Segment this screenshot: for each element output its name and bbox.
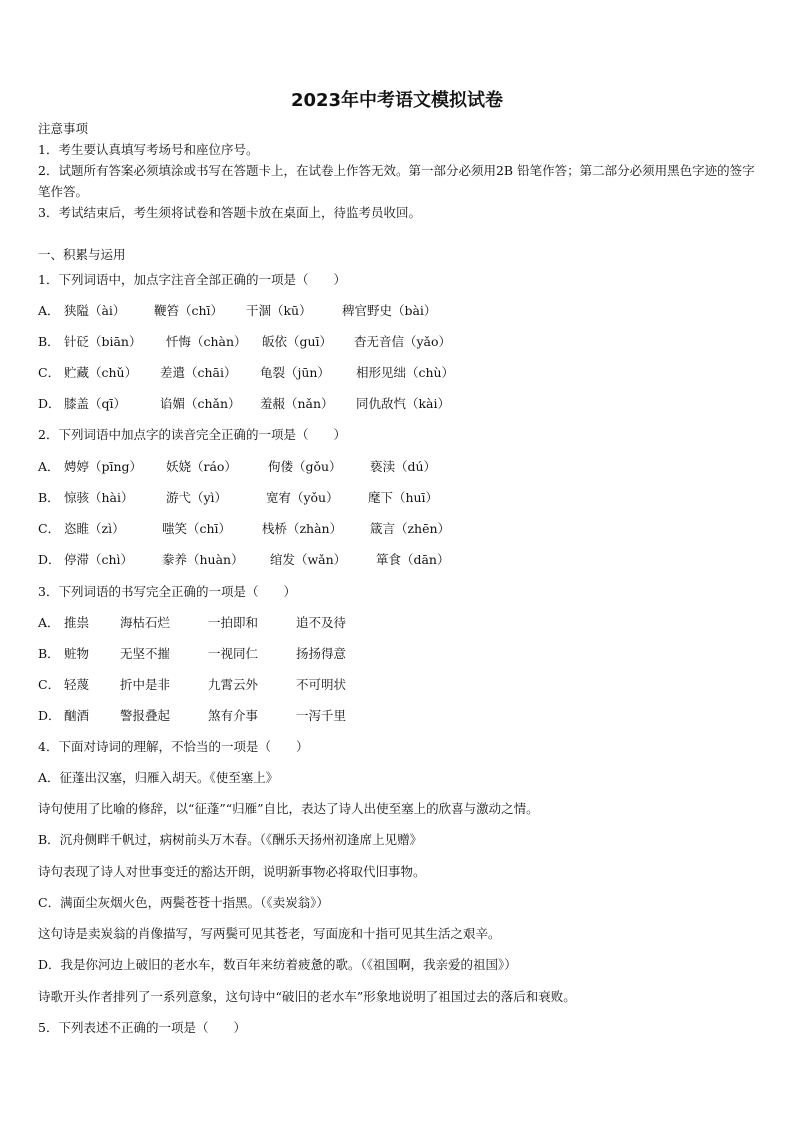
notice-item: 1．考生要认真填写考场号和座位序号。 bbox=[38, 142, 259, 157]
notice-item: 2．试题所有答案必须填涂或书写在答题卡上，在试卷上作答无效。第一部分必须用2B 铅笔作答；第二部分必须用黑色字迹的签字笔作答。 bbox=[38, 163, 755, 199]
option-item: 扬扬得意 bbox=[295, 646, 346, 661]
option-item: 游弋（yì） bbox=[165, 490, 228, 505]
option-item: 警报叠起 bbox=[119, 708, 170, 723]
option-item: 忏悔（chàn） bbox=[165, 334, 247, 349]
option-item: 栈桥（zhàn） bbox=[261, 521, 343, 536]
option-item: 亵渎（dú） bbox=[369, 459, 436, 474]
option-row bbox=[38, 365, 454, 381]
option-item: 推祟 bbox=[63, 615, 89, 630]
option-letter: A． bbox=[38, 303, 60, 318]
option-letter: A． bbox=[38, 615, 60, 630]
question-stem: 5．下列表述不正确的一项是（ ） bbox=[38, 1020, 246, 1035]
option-item: 海枯石烂 bbox=[119, 615, 170, 630]
option-item: 龟裂（jūn） bbox=[259, 365, 330, 380]
option-item: 杳无音信（yǎo） bbox=[353, 334, 451, 349]
option-item: 不可明状 bbox=[295, 677, 346, 692]
page-title: 2023年中考语文模拟试卷 bbox=[290, 90, 504, 111]
option-item: 一泻千里 bbox=[295, 708, 346, 723]
option-row bbox=[38, 303, 436, 319]
option-row bbox=[38, 677, 346, 693]
option-row bbox=[38, 334, 451, 350]
option-item: 针砭（biān） bbox=[63, 334, 142, 349]
option-item: 娉婷（pīng） bbox=[63, 459, 143, 474]
option-row bbox=[38, 615, 346, 631]
option-item: 稗官野史（bài） bbox=[341, 303, 437, 318]
option-letter: A． bbox=[38, 459, 60, 474]
option-item: 同仇敌忾（kài） bbox=[355, 396, 450, 411]
option-letter: D． bbox=[38, 708, 61, 723]
question-stem: 4．下面对诗词的理解，不恰当的一项是（ ） bbox=[38, 739, 309, 754]
option-item: 惊骇（hài） bbox=[63, 490, 134, 505]
explanation-text: 诗句表现了诗人对世事变迁的豁达开朗，说明新事物必将取代旧事物。 bbox=[38, 864, 426, 879]
option-item: 轻蔑 bbox=[63, 677, 89, 692]
option-item: 一视同仁 bbox=[207, 646, 258, 661]
option-item: 追不及待 bbox=[295, 615, 346, 630]
option-item: 折中是非 bbox=[119, 677, 170, 692]
option-letter: C． bbox=[38, 365, 61, 380]
option-row bbox=[38, 708, 346, 724]
option-letter: B． bbox=[38, 490, 60, 505]
option-item: 相形见绌（chù） bbox=[355, 365, 455, 380]
option-item: 九霄云外 bbox=[207, 677, 258, 692]
option-item: 狭隘（ài） bbox=[63, 303, 126, 318]
option-item: 绾发（wǎn） bbox=[269, 552, 347, 567]
option-letter: C． bbox=[38, 521, 61, 536]
option-item: 鞭笞（chī） bbox=[153, 303, 224, 318]
option-row bbox=[38, 459, 436, 475]
option-item: 箴言（zhēn） bbox=[369, 521, 451, 536]
option-item: 贮藏（chǔ） bbox=[63, 365, 138, 380]
explanation-text: 诗歌开头作者排列了一系列意象，这句诗中“破旧的老水车”形象地说明了祖国过去的落后和衰败。 bbox=[38, 989, 576, 1004]
question-stem: 2．下列词语中加点字的读音完全正确的一项是（ ） bbox=[38, 427, 346, 442]
question-stem: 3．下列词语的书写完全正确的一项是（ ） bbox=[38, 584, 296, 599]
explanation-text: 这句诗是卖炭翁的肖像描写，写两鬓可见其苍老，写面庞和十指可见其生活之艰辛。 bbox=[38, 926, 501, 941]
option-row bbox=[38, 396, 450, 412]
option-item: 豢养（huàn） bbox=[161, 552, 244, 567]
option-item: 酗酒 bbox=[63, 708, 89, 723]
notice-item: 3．考试结束后，考生须将试卷和答题卡放在桌面上，待监考员收回。 bbox=[38, 205, 421, 220]
option-row bbox=[38, 521, 450, 537]
option-item: 箪食（dān） bbox=[375, 552, 450, 567]
option-item: 妖娆（ráo） bbox=[165, 459, 237, 474]
question-stem: 1．下列词语中，加点字注音全部正确的一项是（ ） bbox=[38, 272, 346, 287]
option-text: B．沉舟侧畔千帆过，病树前头万木春。（《酬乐天扬州初逢席上见赠》 bbox=[38, 832, 423, 847]
option-letter: D． bbox=[38, 552, 61, 567]
option-item: 膝盖（qī） bbox=[63, 396, 126, 411]
option-item: 麾下（huī） bbox=[367, 490, 439, 505]
option-text: A．征蓬出汉塞，归雁入胡天。《使至塞上》 bbox=[38, 770, 279, 785]
option-item: 佝偻（gǒu） bbox=[267, 459, 342, 474]
option-item: 一拍即和 bbox=[207, 615, 258, 630]
option-item: 干涸（kū） bbox=[245, 303, 312, 318]
option-letter: B． bbox=[38, 334, 60, 349]
option-row bbox=[38, 646, 346, 662]
option-item: 无坚不摧 bbox=[119, 646, 170, 661]
option-text: C．满面尘灰烟火色，两鬓苍苍十指黑。（《卖炭翁》） bbox=[38, 895, 329, 910]
option-item: 皈依（guī） bbox=[261, 334, 333, 349]
option-row bbox=[38, 552, 449, 568]
option-item: 羞赧（nǎn） bbox=[259, 396, 334, 411]
option-item: 差遣（chāi） bbox=[159, 365, 237, 380]
option-item: 停滞（chì） bbox=[63, 552, 134, 567]
option-row bbox=[38, 490, 438, 506]
option-item: 赃物 bbox=[63, 646, 89, 661]
section-heading: 一、积累与运用 bbox=[38, 247, 126, 262]
notice-heading: 注意事项 bbox=[38, 121, 89, 136]
explanation-text: 诗句使用了比喻的修辞，以“征蓬”“归雁”自比，表达了诗人出使至塞上的欣喜与激动之情。 bbox=[38, 801, 539, 816]
option-letter: C． bbox=[38, 677, 61, 692]
option-letter: D． bbox=[38, 396, 61, 411]
option-item: 煞有介事 bbox=[207, 708, 258, 723]
option-text: D．我是你河边上破旧的老水车，数百年来纺着疲惫的歌。（《祖国啊，我亲爱的祖国》） bbox=[38, 957, 517, 972]
option-item: 谄媚（chǎn） bbox=[159, 396, 241, 411]
option-item: 嗤笑（chī） bbox=[161, 521, 232, 536]
option-item: 恣睢（zì） bbox=[63, 521, 125, 536]
option-letter: B． bbox=[38, 646, 60, 661]
option-item: 宽宥（yǒu） bbox=[265, 490, 339, 505]
